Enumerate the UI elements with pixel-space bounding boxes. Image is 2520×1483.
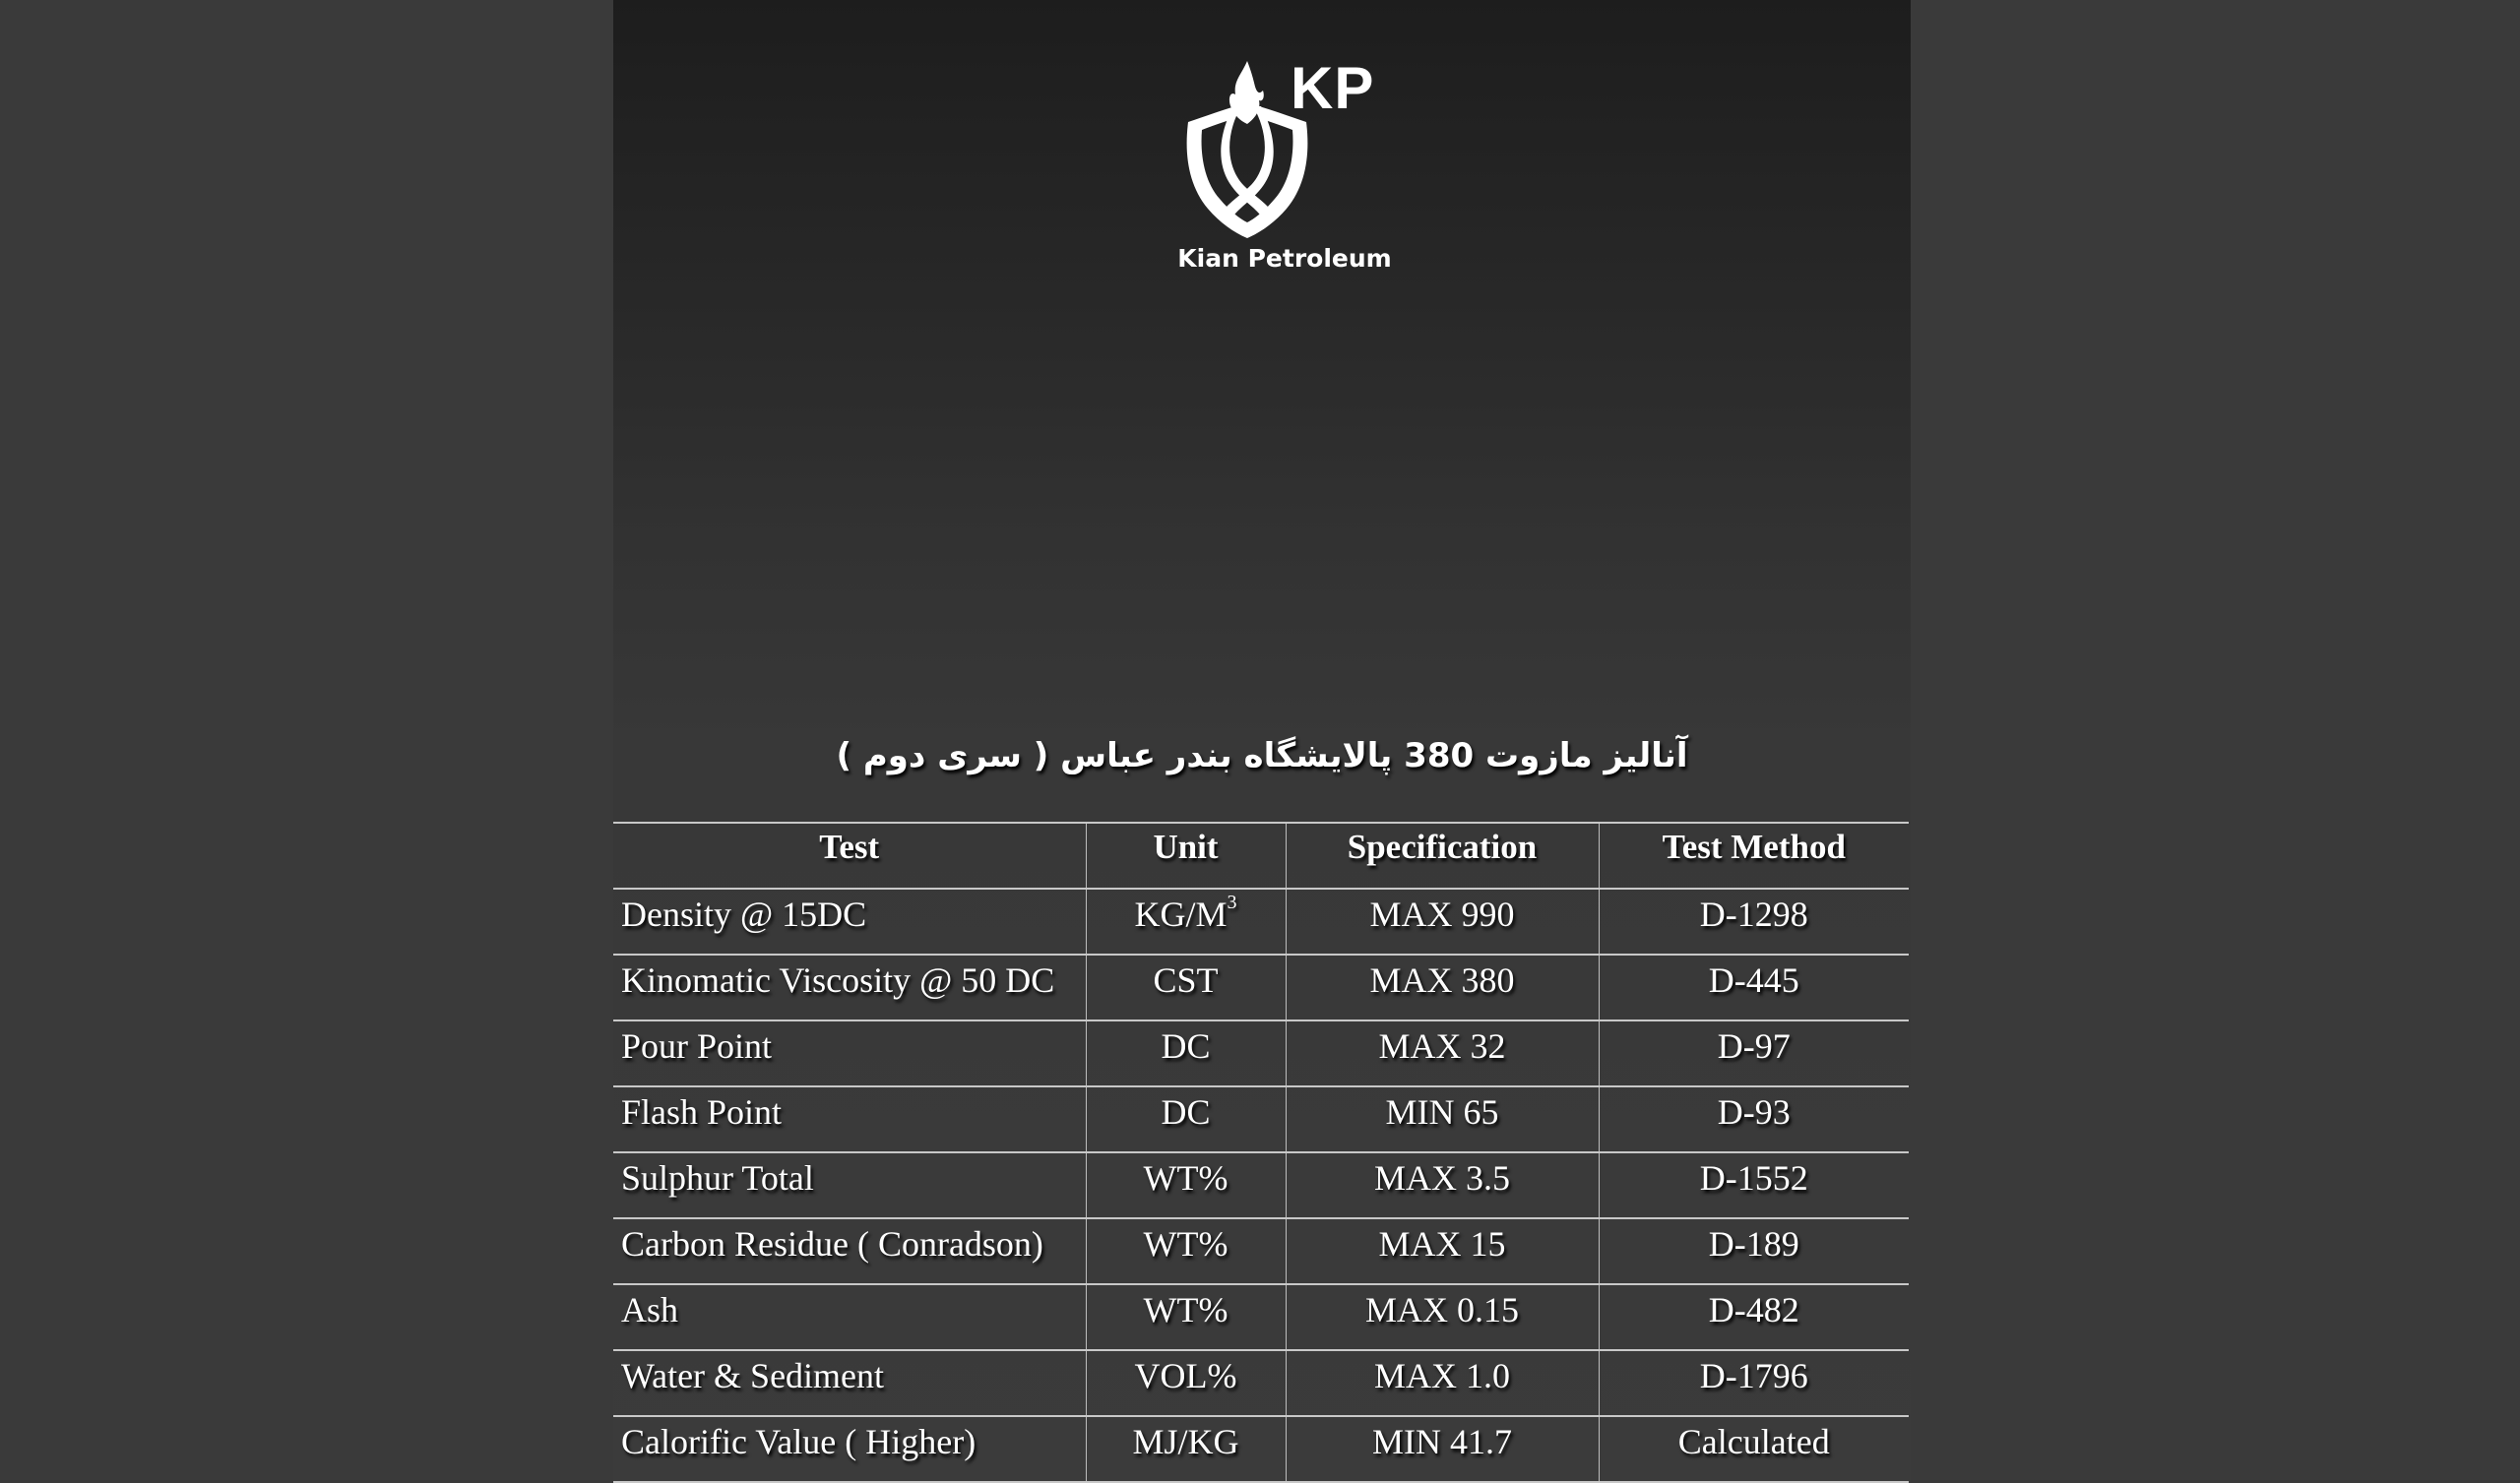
table-row bbox=[613, 1416, 1909, 1482]
cell-method: D-1298 bbox=[1599, 889, 1909, 955]
cell-test: Density @ 15DC bbox=[613, 889, 1086, 955]
cell-spec: MAX 15 bbox=[1286, 1218, 1599, 1284]
cell-spec: MAX 380 bbox=[1286, 955, 1599, 1020]
cell-method: D-482 bbox=[1599, 1284, 1909, 1350]
cell-spec: MAX 1.0 bbox=[1286, 1350, 1599, 1416]
header-test: Test bbox=[613, 823, 1086, 889]
cell-spec: MAX 3.5 bbox=[1286, 1152, 1599, 1218]
table-row bbox=[613, 1350, 1909, 1416]
table-row bbox=[613, 955, 1909, 1020]
cell-spec: MAX 32 bbox=[1286, 1020, 1599, 1086]
unit-superscript: 3 bbox=[1227, 892, 1237, 913]
cell-unit bbox=[1086, 889, 1286, 955]
cell-method: D-445 bbox=[1599, 955, 1909, 1020]
cell-unit: WT% bbox=[1086, 1152, 1286, 1218]
cell-unit: DC bbox=[1086, 1086, 1286, 1152]
cell-method: Calculated bbox=[1599, 1416, 1909, 1482]
cell-unit: CST bbox=[1086, 955, 1286, 1020]
header-unit: Unit bbox=[1086, 823, 1286, 889]
cell-test: Pour Point bbox=[613, 1020, 1086, 1086]
table-row bbox=[613, 1218, 1909, 1284]
cell-unit: DC bbox=[1086, 1020, 1286, 1086]
table-row bbox=[613, 889, 1909, 955]
brand-name: Kian Petroleum bbox=[1177, 244, 1392, 273]
table-row bbox=[613, 1152, 1909, 1218]
cell-test: Calorific Value ( Higher) bbox=[613, 1416, 1086, 1482]
unit-text: KG/M bbox=[1134, 895, 1228, 934]
cell-test: Ash bbox=[613, 1284, 1086, 1350]
cell-test: Water & Sediment bbox=[613, 1350, 1086, 1416]
company-logo bbox=[1176, 55, 1393, 291]
cell-spec: MAX 0.15 bbox=[1286, 1284, 1599, 1350]
cell-spec: MAX 990 bbox=[1286, 889, 1599, 955]
table-row bbox=[613, 1086, 1909, 1152]
cell-method: D-1552 bbox=[1599, 1152, 1909, 1218]
header-test-method: Test Method bbox=[1599, 823, 1909, 889]
cell-test: Flash Point bbox=[613, 1086, 1086, 1152]
logo-monogram: KP bbox=[1291, 55, 1375, 121]
document-title: آنالیز مازوت 380 پالایشگاه بندر عباس ( سری دوم ) bbox=[836, 736, 1688, 775]
table-header-row bbox=[613, 823, 1909, 889]
cell-method: D-189 bbox=[1599, 1218, 1909, 1284]
cell-method: D-97 bbox=[1599, 1020, 1909, 1086]
cell-test: Carbon Residue ( Conradson) bbox=[613, 1218, 1086, 1284]
cell-unit: VOL% bbox=[1086, 1350, 1286, 1416]
cell-unit: WT% bbox=[1086, 1284, 1286, 1350]
cell-test: Kinomatic Viscosity @ 50 DC bbox=[613, 955, 1086, 1020]
cell-unit: MJ/KG bbox=[1086, 1416, 1286, 1482]
table-row bbox=[613, 1284, 1909, 1350]
cell-unit: WT% bbox=[1086, 1218, 1286, 1284]
cell-method: D-93 bbox=[1599, 1086, 1909, 1152]
cell-method: D-1796 bbox=[1599, 1350, 1909, 1416]
cell-test: Sulphur Total bbox=[613, 1152, 1086, 1218]
table-row bbox=[613, 1020, 1909, 1086]
header-specification: Specification bbox=[1286, 823, 1599, 889]
cell-spec: MIN 65 bbox=[1286, 1086, 1599, 1152]
specification-table bbox=[613, 822, 1909, 1483]
cell-spec: MIN 41.7 bbox=[1286, 1416, 1599, 1482]
